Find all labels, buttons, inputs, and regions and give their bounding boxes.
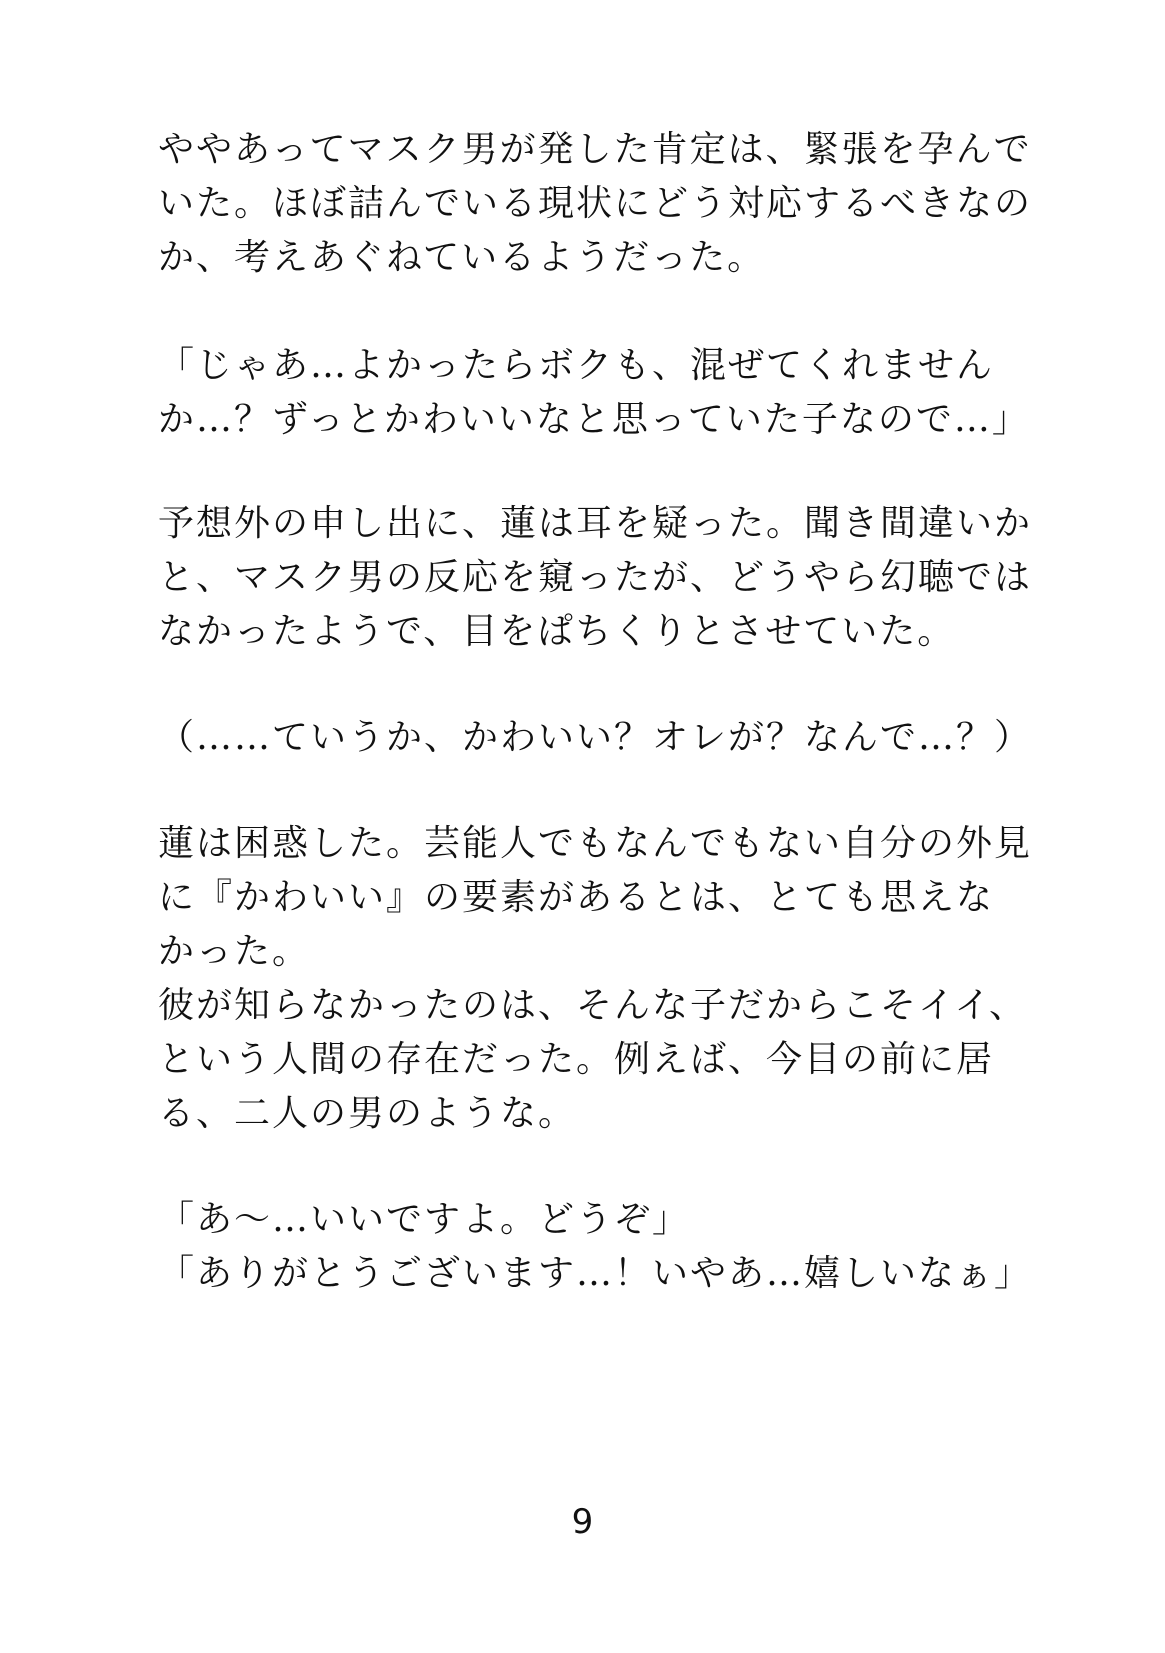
text-line: と、マスク男の反応を窺ったが、どうやら幻聴では	[158, 557, 1033, 598]
text-line: に『かわいい』の要素があるとは、とても思えな	[158, 877, 995, 918]
thought-line: （……ていうか、かわいい？オレが？なんで…？）	[158, 717, 1033, 758]
dialogue-line: 「ありがとうございます…！いやあ…嬉しいなぁ」	[158, 1253, 1033, 1294]
dialogue-line: 「じゃあ…よかったらボクも、混ぜてくれません	[158, 345, 995, 386]
text-line: ややあってマスク男が発した肯定は、緊張を孕んで	[158, 129, 1032, 170]
text-line: なかったようで、目をぱちくりとさせていた。	[158, 611, 956, 652]
text-line: という人間の存在だった。例えば、今目の前に居	[158, 1039, 995, 1080]
text-line: 予想外の申し出に、蓮は耳を疑った。聞き間違いか	[158, 503, 1033, 544]
text-line: る、二人の男のような。	[158, 1093, 577, 1134]
page-number: 9	[571, 1502, 594, 1542]
text-line: 蓮は困惑した。芸能人でもなんでもない自分の外見	[158, 823, 1033, 864]
dialogue-line: か…？ずっとかわいいなと思っていた子なので…」	[158, 399, 1030, 440]
text-line: かった。	[158, 931, 311, 972]
text-line: か、考えあぐねているようだった。	[158, 237, 766, 278]
text-line: いた。ほぼ詰んでいる現状にどう対応するべきなの	[158, 183, 1033, 224]
dialogue-line: 「あ～…いいですよ。どうぞ」	[158, 1199, 691, 1240]
text-line: 彼が知らなかったのは、そんな子だからこそイイ、	[158, 985, 1027, 1026]
